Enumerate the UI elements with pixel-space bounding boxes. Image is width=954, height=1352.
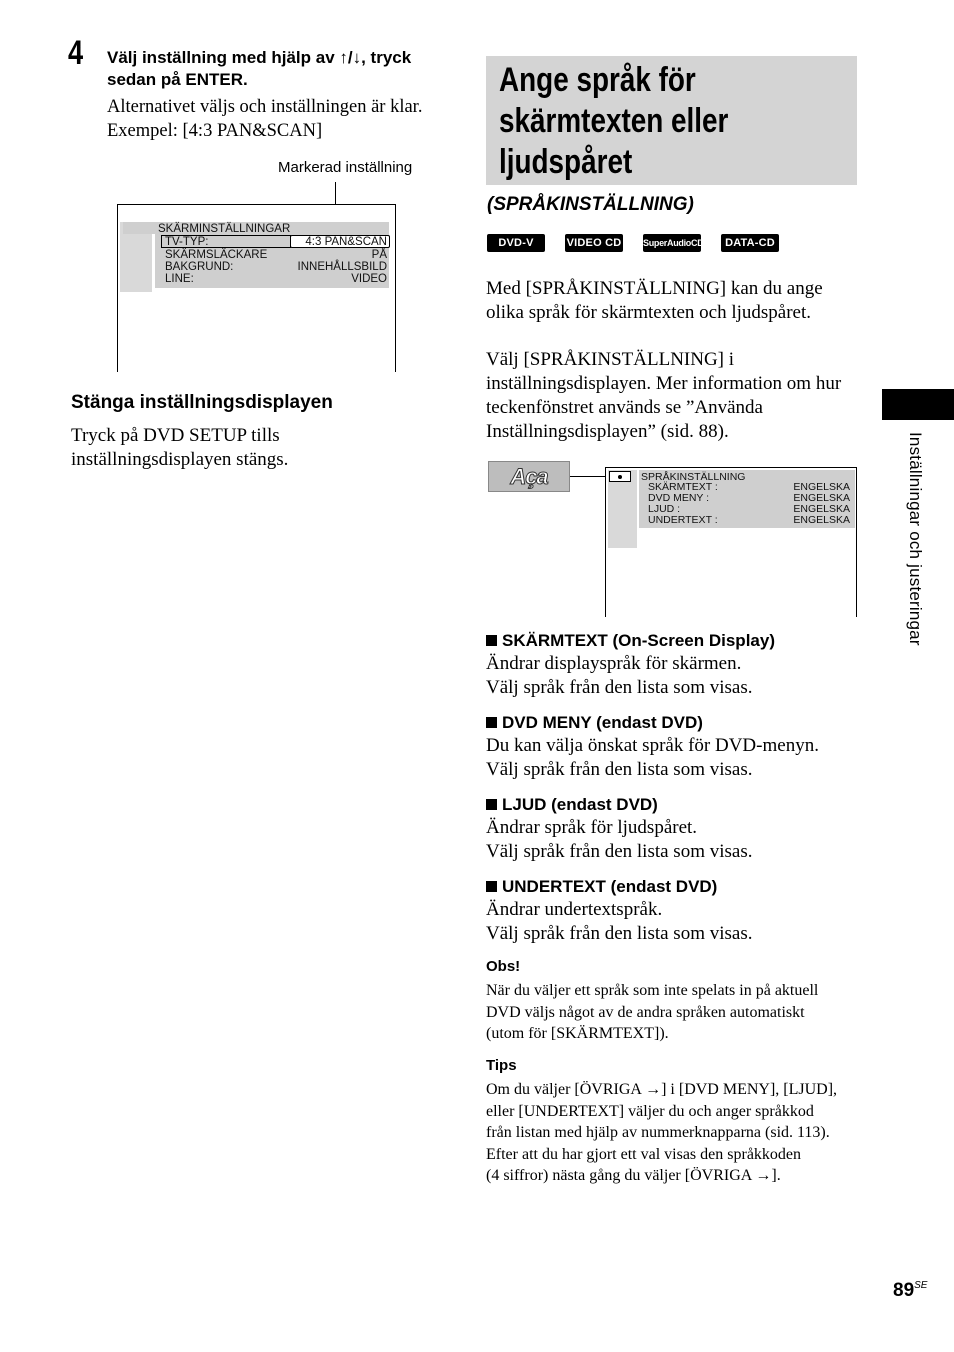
screen-row-label: UNDERTEXT : (648, 514, 718, 526)
screen-row-value: PÅ (371, 249, 387, 261)
screen-row-value: VIDEO (351, 273, 387, 285)
step-body: Alternativet väljs och inställningen är klar. Exempel: [4:3 PAN&SCAN] (107, 97, 423, 141)
item-undertext: UNDERTEXT (endast DVD) Ändrar undertextspråk. Välj språk från den lista som visas. (486, 876, 858, 946)
square-bullet-icon (486, 635, 497, 646)
screen-row-label: BAKGRUND: (165, 261, 234, 273)
close-heading: Stänga inställningsdisplayen (71, 392, 333, 413)
screen-row-label: LJUD : (648, 503, 681, 515)
tips-text: Om du väljer [ÖVRIGA →] i [DVD MENY], [LJUD], eller [UNDERTEXT] väljer du och anger språkkod från listan med hjälp av nummerknapparna (sid. 113). Efter att du har gjort ett val visas den språkkoden (4 siffror) nästa gång du väljer [ÖVRIGA →]. (486, 1081, 838, 1184)
item-skarmtext: SKÄRMTEXT (On-Screen Display) Ändrar displayspråk för skärmen. Välj språk från den lista som visas. (486, 630, 858, 700)
screen-row-value: 4:3 PAN&SCAN (305, 236, 387, 248)
badge-dvd-v: DVD-V (487, 234, 545, 252)
settings-screen (117, 204, 396, 372)
close-body: Tryck på DVD SETUP tills inställningsdisplayen stängs. (71, 425, 289, 470)
selected-icon-frame (609, 471, 631, 482)
obs-text: När du väljer ett språk som inte spelats in på aktuell DVD väljs något av de andra språken automatiskt (utom för [SKÄRMTEXT]). (486, 982, 819, 1042)
screen-row-value: INNEHÅLLSBILD (297, 261, 387, 273)
screen-row-value: ENGELSKA (793, 492, 850, 504)
screen-row-value: ENGELSKA (793, 503, 850, 515)
chapter-tab-label: Inställningar och justeringar (906, 432, 925, 646)
obs-heading: Obs! (486, 958, 521, 975)
item-heading: UNDERTEXT (endast DVD) (486, 876, 858, 898)
language-settings-screen (605, 467, 857, 617)
screen-row-label: SKÄRMTEXT : (648, 481, 718, 493)
select-text: Välj [SPRÅKINSTÄLLNING] i inställningsdisplayen. Mer information om hur teckenfönstret används se ”Använda Inställningsdisplayen” (sid. 88). (486, 349, 842, 442)
icon-connector-line (570, 476, 608, 477)
section-subtitle: (SPRÅKINSTÄLLNING) (487, 194, 694, 215)
intro-text: Med [SPRÅKINSTÄLLNING] kan du ange olika språk för skärmtexten och ljudspåret. (486, 278, 823, 323)
screen-row-value: ENGELSKA (793, 514, 850, 526)
screen-row-label: DVD MENY : (648, 492, 710, 504)
callout-label: Markerad inställning (278, 159, 413, 176)
section-title: Ange språk för skärmtexten eller ljudspåret (499, 61, 729, 181)
screen-row-label: SKÄRMSLÄCKARE (165, 249, 268, 261)
square-bullet-icon (486, 799, 497, 810)
item-ljud: LJUD (endast DVD) Ändrar språk för ljudspåret. Välj språk från den lista som visas. (486, 794, 858, 864)
step-heading: Välj inställning med hjälp av ↑/↓, tryck sedan på ENTER. (107, 48, 412, 89)
badge-super-audio-cd: SuperAudioCD (643, 234, 701, 252)
item-heading: SKÄRMTEXT (On-Screen Display) (486, 630, 858, 652)
page-number: $89^{SE}$ (893, 1280, 928, 1301)
screen-row-label: TV-TYP: (165, 236, 209, 248)
item-heading: LJUD (endast DVD) (486, 794, 858, 816)
square-bullet-icon (486, 717, 497, 728)
square-bullet-icon (486, 881, 497, 892)
chapter-tab-marker (882, 389, 954, 420)
language-icon (488, 461, 570, 492)
language-icon-text: Aça (510, 464, 548, 489)
selected-dot-icon (618, 475, 622, 479)
screen-row-value: ENGELSKA (793, 481, 850, 493)
badge-video-cd: VIDEO CD (565, 234, 623, 252)
step-number: 4 (68, 34, 84, 72)
screen-row-label: LINE: (165, 273, 194, 285)
page-suffix: SE (914, 1280, 928, 1291)
screen-menu-title: SPRÅKINSTÄLLNING (641, 471, 746, 483)
tips-heading: Tips (486, 1057, 517, 1074)
badge-data-cd: DATA-CD (721, 234, 779, 252)
screen-menu-title: SKÄRMINSTÄLLNINGAR (158, 223, 291, 235)
item-heading: DVD MENY (endast DVD) (486, 712, 858, 734)
item-dvd-meny: DVD MENY (endast DVD) Du kan välja önskat språk för DVD-menyn. Välj språk från den lista som visas. (486, 712, 858, 782)
